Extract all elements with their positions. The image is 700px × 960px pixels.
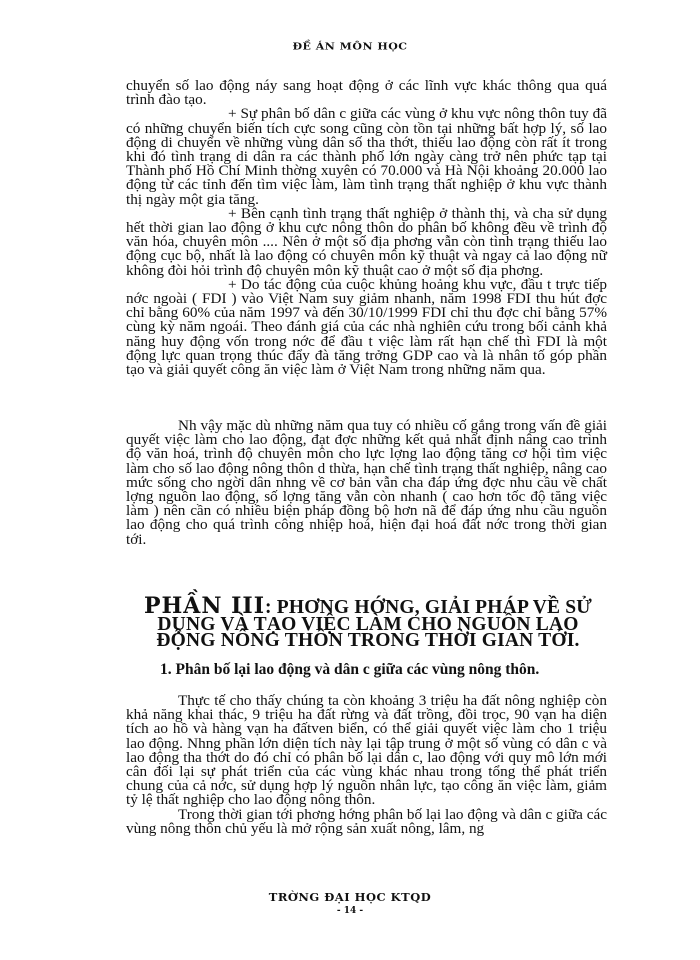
page-number: - 14 - xyxy=(336,906,364,916)
part-heading-text: : PHƠNG HỚNG, GIẢI PHÁP VỀ SỬ DỤNG VÀ TẠO VIỆC LÀM CHO NGUỒN LAO ĐỘNG NÔNG THÔN TRONG THỜI GIAN TỚI. xyxy=(156,597,593,651)
paragraph-land-potential: Thực tế cho thấy chúng ta còn khoảng 3 triệu ha đất nông nghiệp còn khả năng khai thác, 9 triệu ha đất rừng và đất trồng, đồi trọc, 90 vạn ha diện tích ao hồ và hàng vạn ha đấtven biển, có thể giải quyết việc làm cho 1 triệu lao động. Nhng phần lớn diện tích này lại tập trung ở một số vùng có dân c và lao động tha thớt do đó chỉ có phân bố lại dân c, lao động với quy mô lớn mới cân đối lại sự phát triển của các vùng khác nhau trong tổng thể phát triển chung của cả nớc, sử dụng hợp lý nguồn nhân lực, tạo công ăn việc làm, giảm tỷ lệ thất nghiệp cho lao động nông thôn. xyxy=(126,692,607,809)
page-header-title: ĐỀ ÁN MÔN HỌC xyxy=(292,40,408,53)
part-heading xyxy=(128,593,608,651)
body-text-block-3 xyxy=(126,694,607,836)
paragraph-fdi-impact: + Do tác động của cuộc khủng hoảng khu vực, đầu t trực tiếp nớc ngoài ( FDI ) vào Việt Nam suy giảm nhanh, năm 1998 FDI thu hút đợc chỉ bằng 60% của năm 1997 và đến 30/10/1999 FDI chỉ thu đợc chỉ bằng 57% cùng kỳ năm ngoái. Theo đánh giá của các nhà nghiên cứu trong bối cảnh khả năng huy động vốn trong nớc để đầu t việc làm rất hạn chế thì FDI là một động lực quan trọng thúc đẩy đà tăng trởng GDP cao và là nhân tố góp phần tạo và giải quyết công ăn việc làm ở Việt Nam trong những năm qua. xyxy=(126,275,607,379)
paragraph-direction: Trong thời gian tới phơng hớng phân bố lại lao động và dân c giữa các vùng nông thôn chủ yếu là mở rộng sản xuất nông, lâm, ng xyxy=(126,805,607,837)
page-footer-school: TRỜNG ĐẠI HỌC KTQD xyxy=(268,890,432,904)
paragraph-continuation: chuyển số lao động náy sang hoạt động ở các lĩnh vực khác thông qua quá trình đào tạo. xyxy=(126,77,607,109)
paragraph-summary: Nh vậy mặc dù những năm qua tuy có nhiều cố gắng trong vấn đề giải quyết việc làm cho lao động, đạt đợc những kết quả nhất định nâng cao trình độ văn hoá, trình độ chuyên môn cho lực lợng lao động tăng cơ hội tìm việc làm cho số lao động nông thôn d thừa, hạn chế tình trạng thất nghiệp, nâng cao mức sống cho ngời dân nhng về cơ bản vẫn cha đáp ứng đợc nhu cầu về chất lợng nguồn lao động, số lợng tăng vẫn còn nhanh ( cao hơn tốc độ tăng việc làm ) nên cần có nhiều biện pháp đồng bộ hơn nã để đáp ứng nhu cầu nguồn lao động cho quá trình công nhiệp hoá, hiện đại hoá đất nớc trong thời gian tới. xyxy=(126,417,607,548)
paragraph-urban-unemployment: + Bên cạnh tình trạng thất nghiệp ở thành thị, và cha sử dụng hết thời gian lao động ở khu cực nông thôn do phân bố không đều về trình độ văn hóa, chuyên môn .... Nên ở một số địa phơng vẫn còn tình trạng thiếu lao động cục bộ, nhất là lao động có chuyên môn kỹ thuật và ngay cả lao động nữ không đòi hỏi trình độ chuyên môn kỹ thuật cao ở một số địa phơng. xyxy=(126,204,607,279)
part-label: PHẦN III xyxy=(143,593,265,619)
body-text-block-1 xyxy=(126,79,607,377)
paragraph-population-distribution: + Sự phân bố dân c giữa các vùng ở khu vực nông thôn tuy đã có những chuyển biến tích cực song cũng còn tồn tại những bất hợp lý, số lao động di chuyển về những vùng dân số tha thớt, thiếu lao động còn rất ít trong khi đó tình trạng di dân ra các thành phố lớn ngày càng trở nên phức tạp tại Thành phố Hồ Chí Minh thờng xuyên có 70.000 và Hà Nội khoảng 20.000 lao động từ các tỉnh đến tìm việc làm, làm tình trạng thất nghiệp ở khu vực thành thị ngày một gia tăng. xyxy=(126,105,607,208)
body-text-block-2 xyxy=(126,419,607,547)
section-heading: 1. Phân bố lại lao động và dân c giữa các vùng nông thôn. xyxy=(160,661,540,678)
